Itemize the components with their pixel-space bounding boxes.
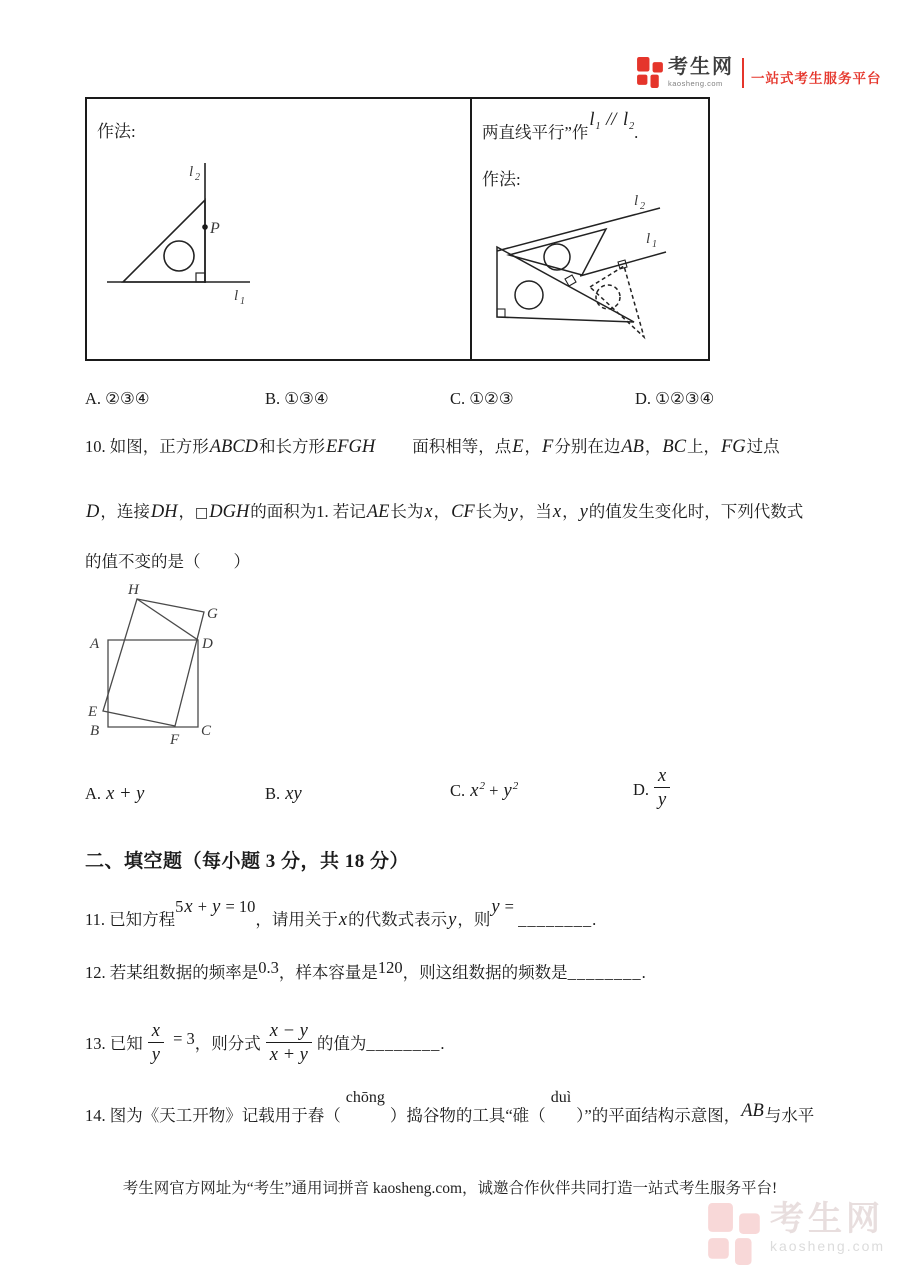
text-segment: DH bbox=[150, 501, 178, 521]
label-l1: l bbox=[234, 288, 239, 304]
label-l2: l bbox=[634, 193, 639, 209]
lower-set-square-hole bbox=[515, 281, 543, 309]
text-segment: ，当 bbox=[518, 502, 552, 521]
q10-text-line2 bbox=[85, 498, 803, 526]
text-segment: + bbox=[484, 781, 503, 800]
table-cell-left bbox=[87, 99, 472, 359]
text-segment: A. bbox=[85, 784, 106, 803]
text-segment: DGH bbox=[209, 501, 250, 521]
text-segment: xy bbox=[285, 783, 302, 803]
label-h: H bbox=[128, 582, 139, 598]
label-l2-sub: 2 bbox=[640, 201, 645, 212]
text-segment: . bbox=[641, 963, 646, 982]
right-angle-mark bbox=[196, 273, 205, 282]
text-segment: F bbox=[542, 436, 554, 456]
label-e: E bbox=[88, 704, 98, 720]
logo-divider bbox=[742, 58, 744, 88]
text-segment: ）捣谷物的工具“碓（ bbox=[389, 1106, 546, 1125]
label-p: P bbox=[210, 220, 220, 237]
text-segment: ，样本容量是 bbox=[278, 963, 378, 982]
table-cell-right bbox=[472, 99, 708, 359]
text-segment: y bbox=[579, 501, 588, 521]
text-segment: 分别在边 bbox=[554, 437, 621, 456]
label-g: G bbox=[207, 606, 218, 622]
text-segment: y bbox=[212, 896, 221, 916]
text-segment: ， bbox=[178, 502, 196, 521]
label-d: D bbox=[202, 636, 213, 652]
text-segment: x bbox=[424, 501, 433, 521]
watermark-icon bbox=[708, 1203, 762, 1265]
text-segment: 的面积为1. 若记 bbox=[250, 502, 366, 521]
text-segment: 120 bbox=[377, 958, 403, 977]
fraction: $\frac{x}{y}$ bbox=[653, 766, 671, 808]
text-segment: 5 bbox=[175, 897, 184, 916]
text-segment: 2 bbox=[479, 780, 485, 792]
text-segment: x + y bbox=[106, 783, 145, 803]
text-segment: y bbox=[503, 780, 512, 800]
label-l2: l bbox=[189, 164, 194, 180]
watermark-text bbox=[770, 1200, 886, 1254]
text-segment: AB bbox=[741, 1100, 764, 1120]
method-label-left: 作法: bbox=[97, 122, 136, 141]
text-segment: ABCD bbox=[209, 436, 258, 456]
square-abcd bbox=[108, 640, 198, 727]
set-square-hole bbox=[164, 241, 194, 271]
text-segment: 14. 图为《天工开物》记载用于舂（ bbox=[85, 1106, 341, 1125]
text-segment: 过点 bbox=[746, 437, 780, 456]
text-segment: 上， bbox=[687, 437, 721, 456]
text-segment: 和长方形 bbox=[258, 437, 325, 456]
text-segment: E bbox=[512, 436, 524, 456]
q10-figure-square-rectangle bbox=[85, 578, 245, 753]
text-segment: 的值发生变化时，下列代数式 bbox=[588, 502, 804, 521]
dashed-hole bbox=[596, 285, 620, 309]
text-segment: 长为 bbox=[390, 502, 424, 521]
method-label-right: 作法: bbox=[482, 170, 521, 189]
q10-option-b bbox=[265, 783, 303, 804]
q9-option-a: A. ②③④ bbox=[85, 389, 150, 408]
q13-text bbox=[85, 1016, 444, 1072]
section2-heading: 二、填空题（每小题 3 分，共 18 分） bbox=[85, 851, 410, 872]
lower-set-square bbox=[497, 247, 634, 322]
text-segment: 的值为 bbox=[316, 1034, 367, 1053]
q11-text bbox=[85, 896, 597, 934]
label-l2-sub: 2 bbox=[195, 172, 200, 183]
q10-text-line1 bbox=[85, 433, 780, 460]
q12-text bbox=[85, 960, 646, 986]
right-angle-mark bbox=[497, 309, 505, 317]
text-segment: 0.3 bbox=[258, 958, 279, 977]
text-segment: . bbox=[634, 123, 639, 142]
text-segment: ， bbox=[644, 437, 662, 456]
text-segment: chōng bbox=[345, 1089, 385, 1106]
text-segment: ）”的平面结构示意图， bbox=[576, 1106, 741, 1125]
footer-text: 考生网官方网址为“考生”通用词拼音 kaosheng.com，诚邀合作伙伴共同打造一站式考生服务平台! bbox=[122, 1180, 778, 1197]
label-l1-sub: 1 bbox=[240, 296, 245, 307]
label-f: F bbox=[170, 732, 180, 748]
text-segment: x bbox=[470, 780, 479, 800]
text-segment: duì bbox=[550, 1089, 572, 1106]
brand-name: 考生网 bbox=[668, 56, 734, 78]
text-segment: . bbox=[440, 1034, 445, 1053]
text-segment: 与水平 bbox=[764, 1106, 815, 1125]
rectangle-efgh bbox=[103, 599, 204, 726]
text-segment: 两直线平行”作 bbox=[482, 123, 589, 142]
upper-set-square-hole bbox=[544, 244, 570, 270]
text-segment: ， bbox=[562, 502, 579, 521]
text-segment: ， bbox=[524, 437, 542, 456]
text-segment: AB bbox=[621, 436, 644, 456]
figure-perpendicular-construction bbox=[87, 99, 470, 359]
q9-option-b: B. ①③④ bbox=[265, 389, 329, 408]
brand-domain: kaosheng.com bbox=[668, 79, 723, 88]
line-l2 bbox=[497, 208, 660, 251]
q10-option-a bbox=[85, 783, 145, 804]
text-segment: = bbox=[500, 897, 519, 916]
q14-text bbox=[85, 1089, 815, 1132]
text-segment: x bbox=[184, 896, 193, 916]
q10-option-c bbox=[450, 780, 518, 801]
text-segment: ， bbox=[433, 502, 451, 521]
q10-option-d bbox=[633, 765, 675, 815]
text-segment: EFGH bbox=[325, 436, 376, 456]
text-segment: 1 bbox=[595, 121, 601, 132]
label-a: A bbox=[90, 636, 100, 652]
text-segment: 2 bbox=[512, 780, 519, 792]
text-segment: 11. 已知方程 bbox=[85, 910, 176, 929]
upper-set-square bbox=[509, 229, 606, 275]
watermark-brand: 考生网 bbox=[770, 1200, 884, 1238]
text-segment: l bbox=[589, 109, 595, 129]
header-logo bbox=[637, 57, 882, 88]
text-segment: l bbox=[622, 109, 629, 129]
text-segment: BC bbox=[662, 436, 687, 456]
q10-text-line3 bbox=[85, 549, 250, 575]
text-segment: 2 bbox=[629, 121, 635, 132]
text-segment: 面积相等，点 bbox=[412, 437, 512, 456]
q9-option-d: D. ①②③④ bbox=[635, 389, 715, 408]
text-segment: D. bbox=[633, 780, 650, 799]
watermark-domain: kaosheng.com bbox=[770, 1238, 886, 1254]
text-segment: = 10 bbox=[221, 897, 256, 916]
text-segment: ________ bbox=[567, 963, 642, 982]
text-segment: // bbox=[601, 109, 621, 129]
text-segment: y bbox=[448, 909, 457, 929]
text-segment: D bbox=[86, 501, 100, 521]
text-segment: x bbox=[552, 501, 562, 521]
logo-text bbox=[668, 57, 734, 88]
text-segment: ，连接 bbox=[100, 502, 150, 521]
label-l1-sub: 1 bbox=[652, 239, 657, 250]
text-segment: . bbox=[592, 910, 597, 929]
text-segment: 10. 如图，正方形 bbox=[85, 437, 209, 456]
text-segment: y bbox=[491, 896, 500, 916]
text-segment: y bbox=[509, 501, 518, 521]
text-segment: 13. 已知 bbox=[85, 1034, 143, 1053]
text-segment: ，则分式 bbox=[194, 1034, 261, 1053]
fraction: $\frac{x}{y}$ bbox=[147, 1021, 165, 1063]
label-b: B bbox=[90, 723, 100, 739]
text-segment: 长为 bbox=[475, 502, 509, 521]
text-segment: 12. 若某组数据的频率是 bbox=[85, 963, 259, 982]
text-segment: FG bbox=[721, 436, 746, 456]
q9-option-c: C. ①②③ bbox=[450, 389, 514, 408]
set-square bbox=[123, 200, 205, 282]
label-l1: l bbox=[646, 231, 651, 247]
watermark-logo bbox=[708, 1200, 886, 1265]
text-segment: 的值不变的是（ ） bbox=[85, 552, 250, 571]
text-segment: CF bbox=[451, 501, 475, 521]
kaosheng-logo-icon bbox=[637, 57, 664, 88]
text-segment: □ bbox=[195, 505, 209, 521]
text-segment: B. bbox=[265, 784, 285, 803]
text-segment: C. bbox=[450, 781, 470, 800]
construction-table bbox=[85, 97, 710, 361]
figure-parallel-construction bbox=[472, 99, 708, 359]
label-c: C bbox=[201, 723, 212, 739]
text-segment: ________ bbox=[366, 1034, 441, 1053]
brand-tagline: 一站式考生服务平台 bbox=[751, 71, 882, 86]
text-segment: ，则这组数据的频数是 bbox=[402, 963, 568, 982]
text-segment: ，请用关于 bbox=[255, 910, 338, 929]
text-segment: ________ bbox=[518, 910, 593, 929]
text-segment: AE bbox=[366, 501, 390, 521]
fraction: $\frac{x - y}{x + y}$ bbox=[265, 1021, 313, 1063]
text-segment: 的代数式表示 bbox=[348, 910, 448, 929]
text-segment: x bbox=[338, 909, 348, 929]
text-segment: + bbox=[193, 897, 212, 916]
point-p-dot bbox=[202, 224, 208, 230]
text-segment: = 3 bbox=[168, 1029, 195, 1048]
text-segment: ，则 bbox=[457, 910, 491, 929]
